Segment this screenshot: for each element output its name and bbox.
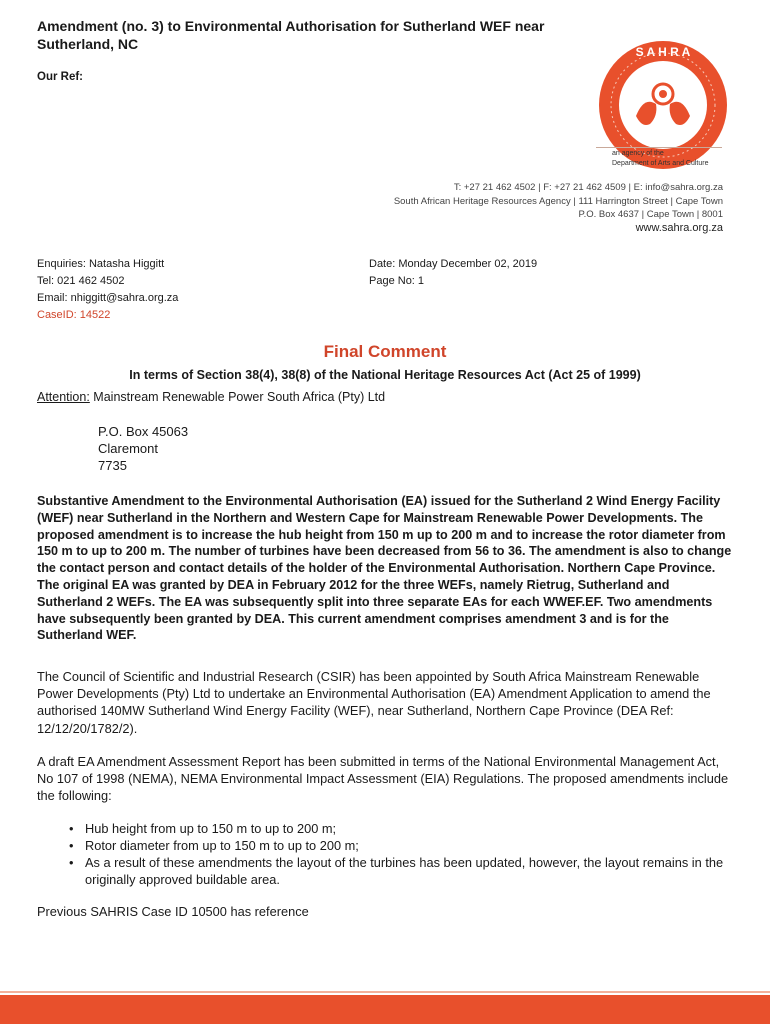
enquiries-name: Enquiries: Natasha Higgitt <box>37 258 165 270</box>
logo-letters: S A H R A <box>635 45 691 59</box>
case-id: CaseID: 14522 <box>37 309 111 321</box>
document-title <box>37 17 597 53</box>
enquiries-tel: Tel: 021 462 4502 <box>37 275 125 287</box>
list-item: • Hub height from up to 150 m to up to 200 m; <box>67 820 737 837</box>
title-line-1: Amendment (no. 3) to Environmental Authorisation for Sutherland WEF near <box>37 18 545 34</box>
agency-line-1: an agency of the <box>612 150 664 157</box>
page-number: Page No: 1 <box>369 275 425 287</box>
terms-subheading: In terms of Section 38(4), 38(8) of the National Heritage Resources Act (Act 25 of 1999) <box>129 368 641 382</box>
address-line-3: 7735 <box>98 458 127 473</box>
enquiries-block <box>37 256 178 324</box>
meta-block <box>369 256 537 290</box>
substantive-amendment-paragraph: Substantive Amendment to the Environmental Authorisation (EA) issued for the Sutherland 2 Wind Energy Facility (WEF) near Sutherland in the Northern and Western Cape for Mainstream Renewable Power Developments. The proposed amendment is to increase the hub height from 150 m up to 200 m and to increase the rotor diameter from 150 m to up to 200 m. The number of turbines have been decreased from 56 to 36. The amendment is also to change the contact person and contact details of the holder of the Environmental Authorisation. Northern Cape Province. The original EA was granted by DEA in February 2012 for the three WEFs, namely Rietrug, Sutherland and Sutherland 2 WEFs. The EA was subsequently split into three separate EAs for each WWEF.EF. Two amendments have subsequently been granted by DEA. This current amendment comprises amendment 3 and is for the Sutherland WEF. <box>37 494 732 643</box>
contact-phone-email: T: +27 21 462 4502 | F: +27 21 462 4509 | E: info@sahra.org.za <box>453 182 723 193</box>
list-item: • As a result of these amendments the layout of the turbines has been updated, however, the layout remains in the originally approved buildable area. <box>67 854 737 888</box>
address-line-2: Claremont <box>98 441 158 456</box>
our-ref-label: Our Ref: <box>37 71 83 83</box>
csir-paragraph: The Council of Scientific and Industrial Research (CSIR) has been appointed by South Africa Mainstream Renewable Power Developments (Pty) Ltd to undertake an Environmental Authorisation (EA) Amendment Application to amend the authorised 140MW Sutherland Wind Energy Facility (WEF), near Sutherland, Northern Cape Province (DEA Ref: 12/12/20/1782/2). <box>37 669 711 736</box>
contact-website: www.sahra.org.za <box>635 221 723 234</box>
list-item: • Rotor diameter from up to 150 m to up to 200 m; <box>67 837 737 854</box>
letter-date: Date: Monday December 02, 2019 <box>369 258 538 270</box>
agency-line-2: Department of Arts and Culture <box>612 160 709 167</box>
footer-accent-line <box>0 991 770 993</box>
footer-bar <box>0 995 770 1024</box>
previous-case-paragraph: Previous SAHRIS Case ID 10500 has reference <box>37 904 309 919</box>
recipient-address <box>98 423 188 474</box>
contact-block <box>394 181 723 235</box>
title-line-2: Sutherland, NC <box>37 36 139 52</box>
amendments-list <box>67 820 737 888</box>
attention-line <box>37 390 385 404</box>
contact-po-box: P.O. Box 4637 | Cape Town | 8001 <box>578 209 723 220</box>
draft-report-paragraph: A draft EA Amendment Assessment Report has been submitted in terms of the National Environmental Management Act, No 107 of 1998 (NEMA), NEMA Environmental Impact Assessment (EIA) Regulations. The proposed amendments include the following: <box>37 754 729 804</box>
agency-note <box>612 149 709 169</box>
agency-divider <box>596 147 722 148</box>
attention-label: Attention: <box>37 390 90 404</box>
final-comment-heading: Final Comment <box>323 342 447 361</box>
enquiries-email: Email: nhiggitt@sahra.org.za <box>37 292 179 304</box>
attention-value: Mainstream Renewable Power South Africa (Pty) Ltd <box>89 390 386 404</box>
contact-address: South African Heritage Resources Agency | 111 Harrington Street | Cape Town <box>393 195 723 207</box>
address-line-1: P.O. Box 45063 <box>98 424 189 439</box>
